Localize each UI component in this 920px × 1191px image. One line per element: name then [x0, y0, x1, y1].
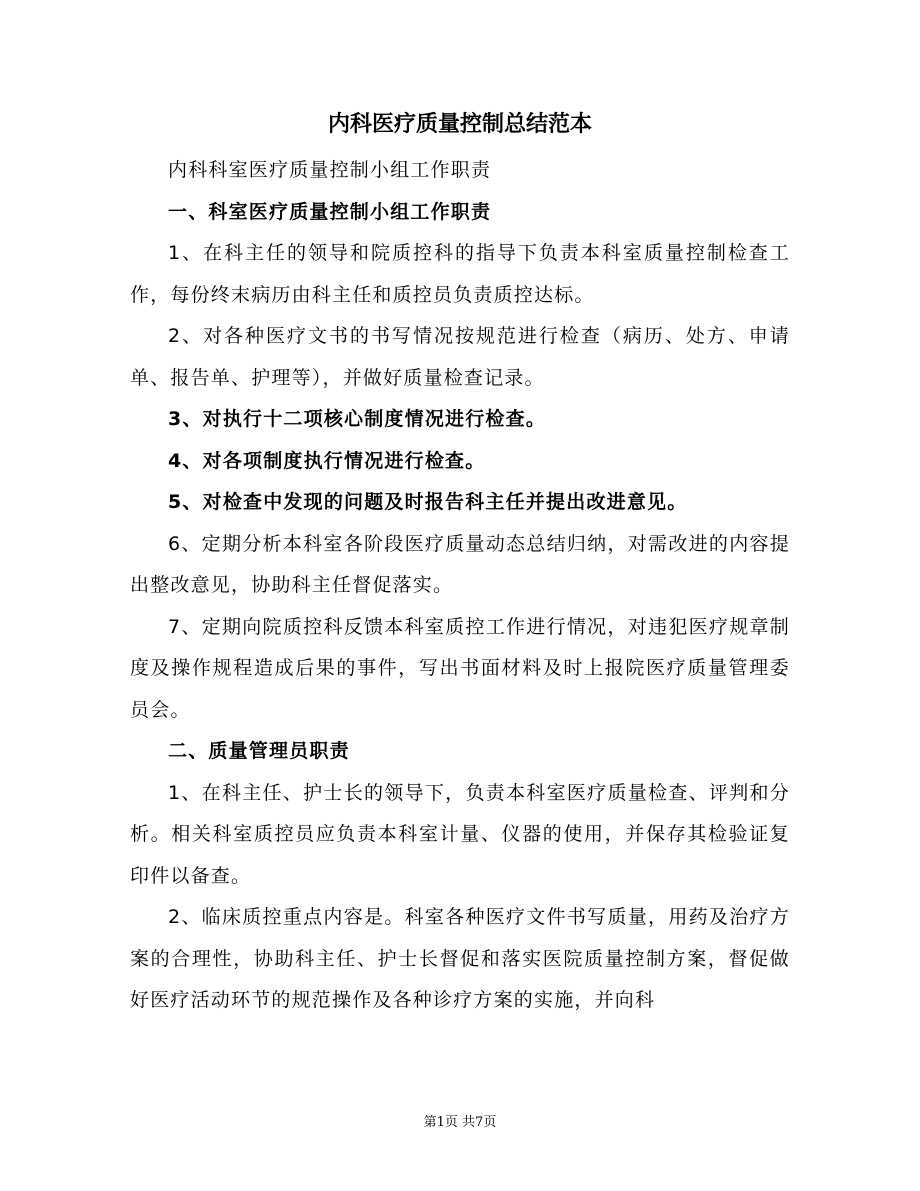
section-heading: 二、质量管理员职责 — [168, 740, 350, 762]
paragraph: 3、对执行十二项核心制度情况进行检查。 — [168, 408, 547, 430]
paragraph: 1、在科主任、护士长的领导下，负责本科室医疗质量检查、评判和分析。相关科室质控员应负责本科室计量、仪器的使用，并保存其检验证复印件以备查。 — [130, 781, 790, 887]
document-title: 内科医疗质量控制总结范本 — [327, 111, 592, 137]
section-heading: 一、科室医疗质量控制小组工作职责 — [168, 200, 492, 223]
paragraph: 7、定期向院质控科反馈本科室质控工作进行情况，对违犯医疗规章制度及操作规程造成后果的事件，写出书面材料及时上报院医疗质量管理委员会。 — [130, 615, 790, 721]
paragraph: 1、在科主任的领导和院质控科的指导下负责本科室质量控制检查工作，每份终末病历由科主任和质控员负责质控达标。 — [130, 242, 790, 306]
document-body — [130, 150, 790, 1022]
paragraph: 2、对各种医疗文书的书写情况按规范进行检查（病历、处方、申请单、报告单、护理等），并做好质量检查记录。 — [130, 325, 790, 389]
paragraph: 内科科室医疗质量控制小组工作职责 — [168, 159, 492, 181]
paragraph: 6、定期分析本科室各阶段医疗质量动态总结归纳，对需改进的内容提出整改意见，协助科主任督促落实。 — [130, 532, 790, 596]
paragraph: 2、临床质控重点内容是。科室各种医疗文件书写质量，用药及治疗方案的合理性，协助科主任、护士长督促和落实医院质量控制方案，督促做好医疗活动环节的规范操作及各种诊疗方案的实施，并向科 — [130, 906, 790, 1011]
page-number-footer: 第1页 共7页 — [423, 1115, 497, 1130]
paragraph: 5、对检查中发现的问题及时报告科主任并提出改进意见。 — [168, 491, 688, 513]
paragraph: 4、对各项制度执行情况进行检查。 — [168, 449, 486, 472]
